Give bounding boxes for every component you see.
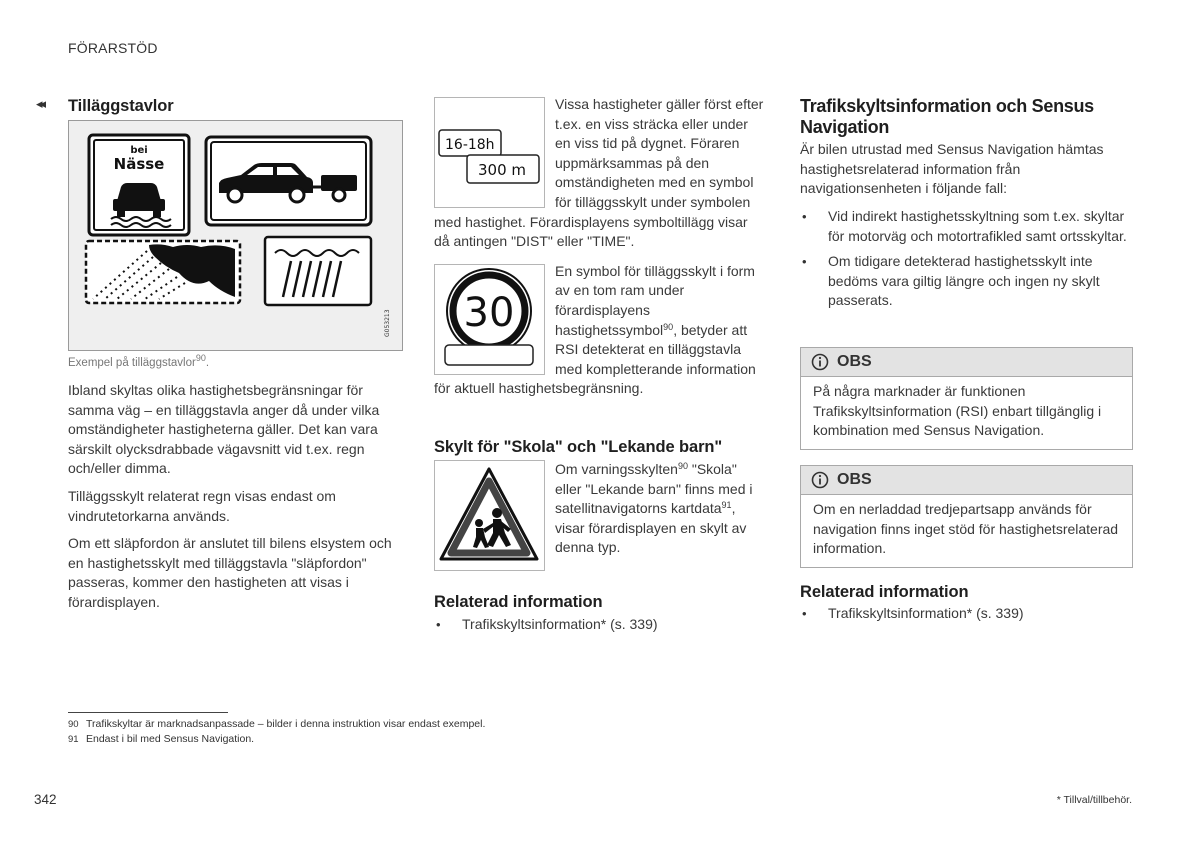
obs-box-1 [800,347,1133,450]
supplementary-signs-illustration [69,121,402,350]
section-title: FÖRARSTÖD [68,40,158,56]
right-bullet-2: • Om tidigare detekterad hastighetsskylt inte bedöms vara giltig längre och ingen ny skylt passerats. [800,252,1133,311]
sign-text-bei: bei [130,145,148,156]
obs-box-2-text: Om en nerladdad tredjepartsapp används för navigation finns inget stöd för hastighetsrelaterad information. [813,501,1119,557]
figure-supplementary-signs [68,120,403,351]
time-distance-sign [435,98,544,207]
footnote-90 [68,718,485,730]
info-icon [811,471,829,489]
footnote-91-num: 91 [68,734,79,745]
sign-time-text: 16-18h [445,137,495,153]
middle-paragraph-3-c: , visar förardisplayen en skylt av denna typ. [555,500,747,556]
right-intro: Är bilen utrustad med Sensus Navigation hämtas hastighetsrelaterad information från navigationsenheten i följande fall: [800,141,1104,197]
right-bullet-1: • Vid indirekt hastighetsskyltning som t.ex. skyltar för motorväg och motortrafikled samt ortsskyltar. [800,207,1133,246]
info-icon [811,353,829,371]
heavy-rain-sign [265,237,371,305]
caption-text: Exempel på tilläggstavlor [68,357,196,369]
obs-box-2 [800,465,1133,568]
wet-road-sign [89,135,189,235]
footnote-ref-90[interactable]: 90 [663,321,674,332]
middle-paragraph-3-a: Om varningsskylten [555,461,678,477]
footnote-90-num: 90 [68,719,79,730]
figure-id: G053213 [384,309,391,337]
sign-time-distance-figure [434,97,545,208]
right-related-heading: Relaterad information [800,583,969,601]
sign-distance-text: 300 m [478,161,527,179]
middle-paragraph-3-b: "Skola" eller "Lekande barn" finns med i satellitnavigatorns kartdata [555,461,753,517]
page-number: 342 [34,792,57,807]
children-warning-sign [435,461,544,570]
rain-cloud-sign [86,241,240,303]
footnote-91 [68,733,254,745]
obs-box-1-text: På några marknader är funktionen Trafikskyltsinformation (RSI) enbart tillgänglig i kombination med Sensus Navigation. [813,383,1102,439]
heading-tillaggstavlor: Tilläggstavlor [68,97,174,115]
left-paragraph-2: Tilläggsskylt relaterat regn visas endast om vindrutetorkarna används. [68,487,336,524]
middle-paragraph-2-a: En symbol för tilläggsskylt i form av en tom ram under förardisplayens hastighetssymbol [555,262,755,338]
middle-paragraph-2-b: , betyder att RSI detekterat en tilläggstavla med kompletterande information för aktuell hastighetsbegränsning. [434,321,756,397]
obs-box-1-header [801,348,1132,377]
middle-related-heading: Relaterad information [434,593,603,611]
footnote-91-text: Endast i bil med Sensus Navigation. [86,733,255,745]
back-marker[interactable]: ◂◂ [36,96,44,111]
obs-label: OBS [837,471,872,488]
caption-footnote-ref[interactable]: 90 [195,353,206,363]
sign-text-nasse: Nässe [113,155,165,173]
footnote-ref-90[interactable]: 90 [677,461,688,471]
speed-sign-with-empty-frame [435,265,544,374]
obs-label: OBS [837,353,872,370]
heading-sensus-navigation: Trafikskyltsinformation och Sensus Navigation [800,96,1094,137]
heading-skola-lekande-barn: Skylt för "Skola" och "Lekande barn" [434,438,723,456]
middle-related-list [434,615,767,641]
footnote-90-text: Trafikskyltar är marknadsanpassade – bilder i denna instruktion visar endast exempel. [86,718,486,730]
left-paragraph-3: Om ett släpfordon är anslutet till bilens elsystem och en hastighetsskylt med tilläggstavla "släpfordon" passeras, kommer den hastigheten att visas i förardisplayen. [68,535,392,610]
related-link-trafikskyltsinformation[interactable]: • Trafikskyltsinformation* (s. 339) [800,604,1133,624]
trailer-sign [206,137,371,225]
sign-empty-frame-figure [434,264,545,375]
left-paragraph-1: Ibland skyltas olika hastighetsbegränsningar för samma väg – en tilläggstavla anger då under vilka omständigheter hastigheterna gäller. Det kan vara särskilt olycksdrabbade vägavsnitt vid t.ex. regn och/eller dimma. [68,382,380,477]
figure-caption [68,353,210,369]
obs-box-2-header [801,466,1132,495]
right-bullet-list [800,207,1133,317]
right-related-list [800,604,1133,630]
footnote-rule [68,712,228,713]
sign-speed-text: 30 [463,289,515,336]
footnote-ref-91[interactable]: 91 [721,500,732,511]
caption-end: . [205,357,210,369]
tillval-note: * Tillval/tillbehör. [1056,794,1132,806]
sign-children-figure [434,460,545,571]
related-link-trafikskyltsinformation[interactable]: • Trafikskyltsinformation* (s. 339) [434,615,767,635]
middle-paragraph-1: Vissa hastigheter gäller först efter t.ex. en viss sträcka eller under en viss tid på dygnet. Föraren uppmärksammas på den omständigheten med en symbol för tilläggsskylt under symbolen med hastighet. Förardisplayens symboltillägg visar då antingen "DIST" eller "TIME". [434,96,764,250]
